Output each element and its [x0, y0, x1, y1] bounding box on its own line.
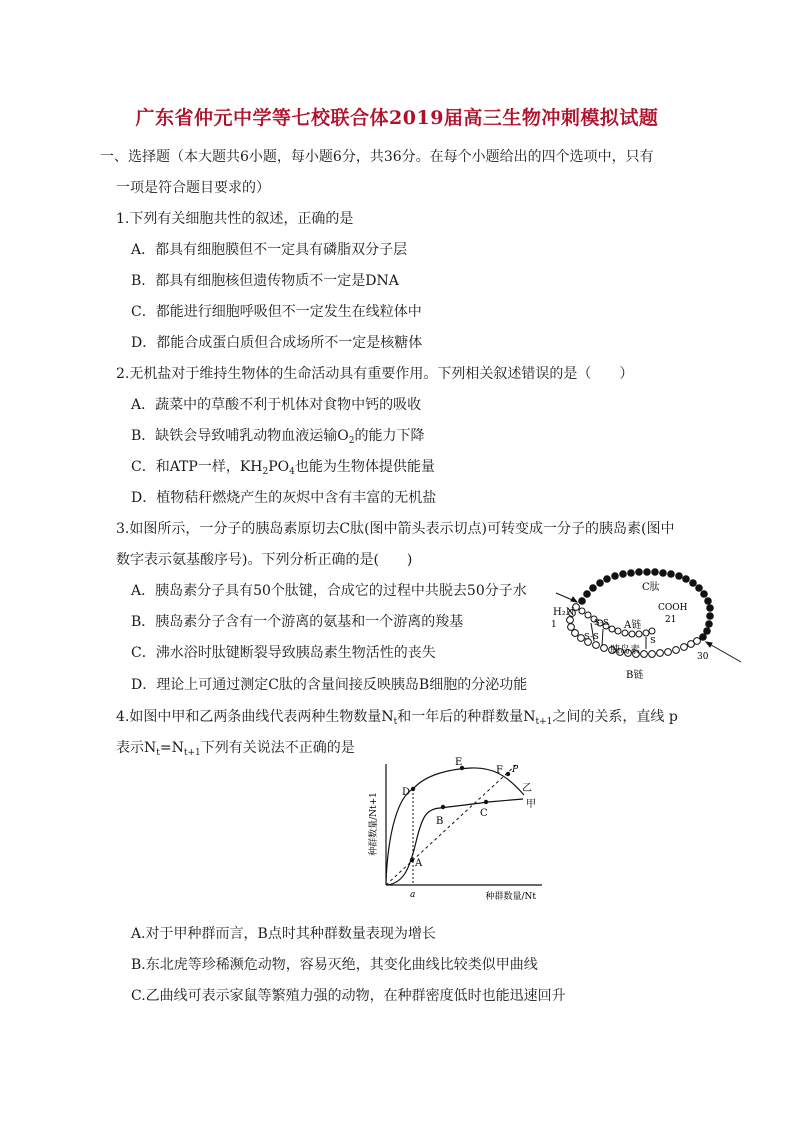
question-2-option-d[interactable]: D．植物秸秆燃烧产生的灰烬中含有丰富的无机盐	[131, 490, 437, 506]
question-2-option-c[interactable]	[131, 458, 435, 481]
tick-a-label: a	[410, 890, 416, 900]
q4-stem2-sub-2: t+1	[183, 748, 201, 758]
q4-stem1-sub-2: t+1	[535, 717, 553, 727]
question-4-option-a[interactable]: A.对于甲种群而言，B点时其种群数量表现为增长	[131, 926, 436, 942]
question-1-stem: 1.下列有关细胞共性的叙述，正确的是	[116, 211, 354, 227]
q4-stem1-pre: 4.如图中甲和乙两条曲线代表两种生物数量N	[116, 709, 394, 725]
line-p-label: P	[512, 765, 519, 775]
insulin-label: 胰岛素	[610, 645, 640, 656]
q4-stem2-sub-1: t	[156, 748, 160, 758]
question-2-stem: 2.无机盐对于维持生物体的生命活动具有重要作用。下列相关叙述错误的是（ ）	[116, 366, 634, 382]
sulfur-label: S	[650, 636, 656, 646]
q2c-subscript-2: 4	[289, 467, 295, 477]
point-e-label: E	[455, 757, 463, 768]
q4-stem2-pre: 表示N	[116, 740, 157, 756]
population-curve-figure	[366, 752, 546, 902]
h2n-label: H₂N	[553, 607, 575, 618]
b-chain-label: B链	[626, 670, 644, 681]
section-instructions-line-2: 一项是符合题目要求的）	[116, 180, 270, 196]
disulfide-label-2: S-S	[584, 632, 599, 642]
insulin-diagram	[546, 563, 746, 693]
question-3-stem-line-2: 数字表示氨基酸序号)。下列分析正确的是( )	[116, 552, 413, 568]
c-peptide-label: C肽	[642, 582, 660, 593]
question-3-option-b[interactable]: B．胰岛素分子含有一个游离的氨基和一个游离的羧基	[131, 614, 464, 630]
question-2-option-b[interactable]	[131, 427, 425, 450]
question-4-stem-line-2	[116, 739, 355, 762]
curve-jia	[386, 799, 523, 885]
q2c-text-mid: PO	[268, 459, 290, 475]
q2c-subscript-1: 2	[262, 467, 269, 477]
point-a-label: A	[415, 858, 423, 869]
question-3-option-d[interactable]: D．理论上可通过测定C肽的含量间接反映胰岛B细胞的分泌功能	[131, 677, 528, 693]
point-b-label: B	[436, 816, 444, 827]
residue-1-label: 1	[551, 620, 557, 630]
point-d-label: D	[402, 787, 411, 798]
q4-stem1-mid: 和一年后的种群数量N	[397, 709, 536, 725]
residue-21-label: 21	[665, 615, 677, 625]
question-1-option-d[interactable]: D．都能合成蛋白质但合成场所不一定是核糖体	[131, 335, 423, 351]
q4-stem1-post: 之间的关系，直线 p	[552, 709, 678, 725]
curve-yi	[386, 768, 524, 882]
question-4-option-b[interactable]: B.东北虎等珍稀濒危动物，容易灭绝，其变化曲线比较类似甲曲线	[131, 957, 538, 973]
line-p	[386, 765, 516, 885]
question-3-stem-line-1: 3.如图所示，一分子的胰岛素原切去C肽(图中箭头表示切点)可转变成一分子的胰岛素(图中	[116, 521, 675, 537]
question-4-stem-line-1	[116, 708, 678, 731]
x-axis-label: 种群数量/Nt	[485, 892, 536, 902]
q2b-text-post: 的能力下降	[354, 428, 425, 444]
q2b-text-pre: B．缺铁会导致哺乳动物血液运输O	[131, 428, 349, 444]
question-1-option-c[interactable]: C．都能进行细胞呼吸但不一定发生在线粒体中	[131, 304, 422, 320]
question-1-option-b[interactable]: B．都具有细胞核但遗传物质不一定是DNA	[131, 273, 399, 289]
cooh-label: COOH	[658, 603, 688, 613]
point-f-label: F	[496, 765, 503, 776]
q2b-subscript: 2	[348, 436, 355, 446]
q2c-text-pre: C．和ATP一样，KH	[131, 459, 263, 475]
question-3-option-c[interactable]: C．沸水浴时肽键断裂导致胰岛素生物活性的丧失	[131, 645, 436, 661]
residue-30-label: 30	[697, 652, 709, 662]
q4-stem2-mid: =N	[159, 740, 184, 756]
question-2-option-a[interactable]: A．蔬菜中的草酸不利于机体对食物中钙的吸收	[131, 397, 422, 413]
q4-stem2-post: 下列有关说法不正确的是	[200, 740, 355, 756]
curve-jia-label: 甲	[526, 799, 536, 810]
section-instructions-line-1: 一、选择题（本大题共6小题，每小题6分，共36分。在每个小题给出的四个选项中，只有	[100, 149, 654, 165]
q4-stem1-sub-1: t	[393, 717, 398, 727]
point-c-label: C	[480, 808, 488, 819]
question-4-option-c[interactable]: C.乙曲线可表示家鼠等繁殖力强的动物，在种群密度低时也能迅速回升	[131, 988, 566, 1004]
a-chain-label: A链	[624, 620, 642, 631]
axes	[386, 764, 542, 885]
y-axis-label: 种群数量/Nt+1	[369, 792, 379, 856]
page-title: 广东省仲元中学等七校联合体2019届高三生物冲刺模拟试题	[135, 107, 659, 129]
curve-yi-label: 乙	[522, 783, 532, 794]
question-3-option-a[interactable]: A．胰岛素分子具有50个肽键，合成它的过程中共脱去50分子水	[131, 583, 527, 599]
points	[410, 766, 510, 862]
question-1-option-a[interactable]: A．都具有细胞膜但不一定具有磷脂双分子层	[131, 242, 408, 258]
q2c-text-post: 也能为生物体提供能量	[294, 459, 435, 475]
disulfide-label-1: S-S	[594, 618, 609, 628]
